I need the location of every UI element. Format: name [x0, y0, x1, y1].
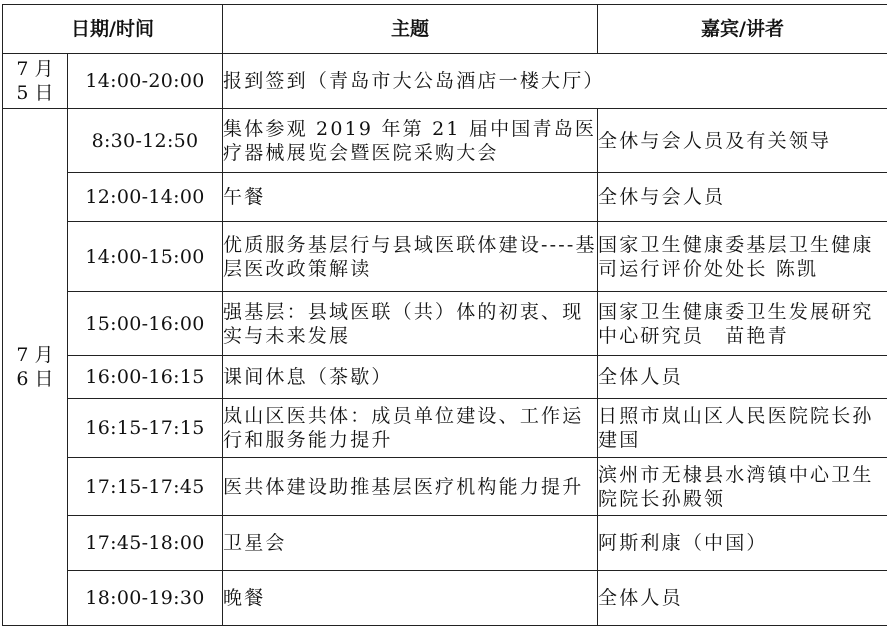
- topic-cell: 优质服务基层行与县域医联体建设----基层医改政策解读: [223, 222, 598, 292]
- date-cell-day2: [3, 109, 68, 626]
- time-cell: 17:45-18:00: [68, 516, 223, 571]
- header-topic: 主题: [223, 5, 598, 54]
- table-row: [3, 571, 887, 626]
- topic-cell: 报到签到（青岛市大公岛酒店一楼大厅）: [223, 54, 887, 109]
- table-row: [3, 356, 887, 399]
- time-cell: 14:00-15:00: [68, 222, 223, 292]
- table-row: [3, 292, 887, 356]
- date-day: 6 日: [16, 368, 54, 390]
- topic-cell: 集体参观 2019 年第 21 届中国青岛医疗器械展览会暨医院采购大会: [223, 109, 598, 173]
- time-cell: 12:00-14:00: [68, 173, 223, 222]
- speaker-cell: 阿斯利康（中国）: [598, 516, 887, 571]
- date-month: 7 月: [16, 58, 54, 80]
- table-row: [3, 399, 887, 458]
- speaker-cell: 全休与会人员: [598, 173, 887, 222]
- date-cell-day1: [3, 54, 68, 109]
- time-cell: 16:15-17:15: [68, 399, 223, 458]
- date-month: 7 月: [16, 344, 54, 366]
- speaker-cell: 全体人员: [598, 356, 887, 399]
- time-cell: 14:00-20:00: [68, 54, 223, 109]
- speaker-cell: 全体人员: [598, 571, 887, 626]
- topic-cell: 晚餐: [223, 571, 598, 626]
- table-row: [3, 109, 887, 173]
- table-row: [3, 54, 887, 109]
- topic-cell: 课间休息（茶歇）: [223, 356, 598, 399]
- time-cell: 16:00-16:15: [68, 356, 223, 399]
- topic-cell: 医共体建设助推基层医疗机构能力提升: [223, 458, 598, 516]
- time-cell: 17:15-17:45: [68, 458, 223, 516]
- header-date-time: 日期/时间: [3, 5, 223, 54]
- topic-cell: 午餐: [223, 173, 598, 222]
- speaker-cell: 国家卫生健康委基层卫生健康司运行评价处处长 陈凯: [598, 222, 887, 292]
- table-row: [3, 222, 887, 292]
- topic-cell: 岚山区医共体：成员单位建设、工作运行和服务能力提升: [223, 399, 598, 458]
- table-row: [3, 516, 887, 571]
- schedule-table: [2, 4, 887, 626]
- time-cell: 15:00-16:00: [68, 292, 223, 356]
- time-cell: 18:00-19:30: [68, 571, 223, 626]
- topic-cell: 强基层：县域医联（共）体的初衷、现实与未来发展: [223, 292, 598, 356]
- speaker-cell: 滨州市无棣县水湾镇中心卫生院院长孙殿领: [598, 458, 887, 516]
- header-speaker: 嘉宾/讲者: [598, 5, 887, 54]
- table-row: [3, 173, 887, 222]
- date-day: 5 日: [16, 82, 54, 104]
- topic-cell: 卫星会: [223, 516, 598, 571]
- table-row: [3, 458, 887, 516]
- time-cell: 8:30-12:50: [68, 109, 223, 173]
- speaker-cell: 国家卫生健康委卫生发展研究中心研究员 苗艳青: [598, 292, 887, 356]
- header-row: [3, 5, 887, 54]
- speaker-cell: 日照市岚山区人民医院院长孙建国: [598, 399, 887, 458]
- speaker-cell: 全休与会人员及有关领导: [598, 109, 887, 173]
